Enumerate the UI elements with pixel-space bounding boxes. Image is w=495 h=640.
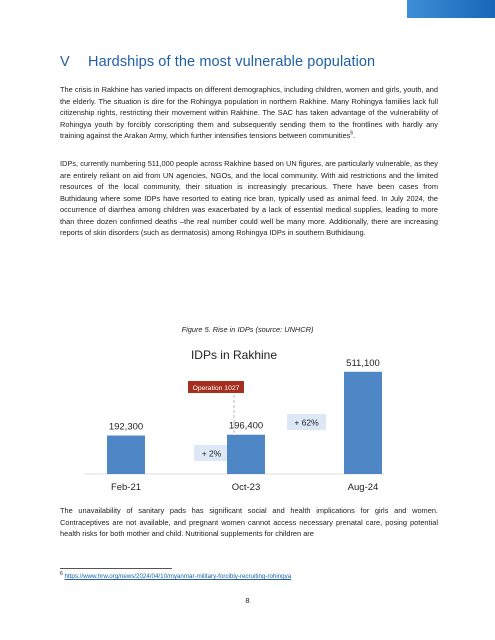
figure-caption: Figure 5. Rise in IDPs (source: UNHCR)	[181, 325, 314, 334]
value-label-aug-24: 511,100	[346, 357, 380, 369]
bar-oct-23	[227, 435, 265, 474]
value-label-feb-21: 192,300	[108, 421, 144, 433]
footnote	[60, 570, 292, 580]
header-accent-bar	[407, 0, 495, 18]
page-number: 8	[245, 596, 250, 605]
paragraph-1-end: .	[353, 131, 356, 140]
category-label-oct-23: Oct-23	[231, 482, 261, 493]
change-2pct-label: + 2%	[201, 448, 222, 459]
paragraph-3: The unavailability of sanitary pads has significant social and health implications for girls and women. Contraceptives are not available, and pregnant women cannot access necessary prenatal care, posing potential health risks for both mother and child. Nutritional supplements for children are	[60, 506, 438, 538]
footnote-ref-6[interactable]: 6	[350, 130, 354, 137]
idp-bar-chart	[84, 338, 384, 498]
operation-1027-label: Operation 1027	[192, 385, 240, 392]
paragraph-1	[60, 84, 438, 142]
footnote-number: 6	[60, 570, 63, 577]
paragraph-1-text: The crisis in Rakhine has varied impacts on different demographics, including children, women and girls, youth, and the elderly. The situation is dire for the Rohingya population in northern Rakhine. Many Rohingya families lack full citizenship rights, restricting their movement within Rakhine. The SAC has taken advantage of the vulnerability of Rohingya youth by forcibly conscripting them and subsequently sending them to the frontlines with hardly any training against the Arakan Army, which further intensifies tensions between communities	[60, 85, 438, 140]
paragraph-2: IDPs, currently numbering 511,000 people across Rakhine based on UN figures, are particularly vulnerable, as they are entirely reliant on aid from UN agencies, NGOs, and the local community. With aid restrictions and the limited resources of the local community, their situation is increasingly precarious. There have been cases from Buthidaung where some IDPs have resorted to eating rice bran, typically used as animal feed. In July 2024, the occurrence of diarrhea among children was exacerbated by a lack of essential medical supplies, leading to more than three dozen confirmed deaths –the real number could well be many more. Additionally, there are increasing reports of skin disorders (such as dermatosis) among Rohingya IDPs in southern Buthidaung.	[60, 159, 438, 237]
section-heading	[60, 54, 375, 70]
section-number: V	[60, 54, 70, 70]
bar-feb-21	[107, 436, 145, 474]
footnote-link[interactable]: https://www.hrw.org/news/2024/04/10/myanmar-military-forcibly-recruiting-rohingya	[64, 573, 292, 580]
bar-aug-24	[344, 372, 382, 474]
footnote-separator	[60, 568, 172, 569]
section-title: Hardships of the most vulnerable population	[88, 54, 376, 70]
value-label-oct-23: 196,400	[228, 420, 264, 432]
category-label-aug-24: Aug-24	[347, 482, 379, 493]
chart-title: IDPs in Rakhine	[190, 348, 278, 362]
change-62pct-label: + 62%	[294, 417, 319, 428]
category-label-feb-21: Feb-21	[110, 482, 142, 493]
